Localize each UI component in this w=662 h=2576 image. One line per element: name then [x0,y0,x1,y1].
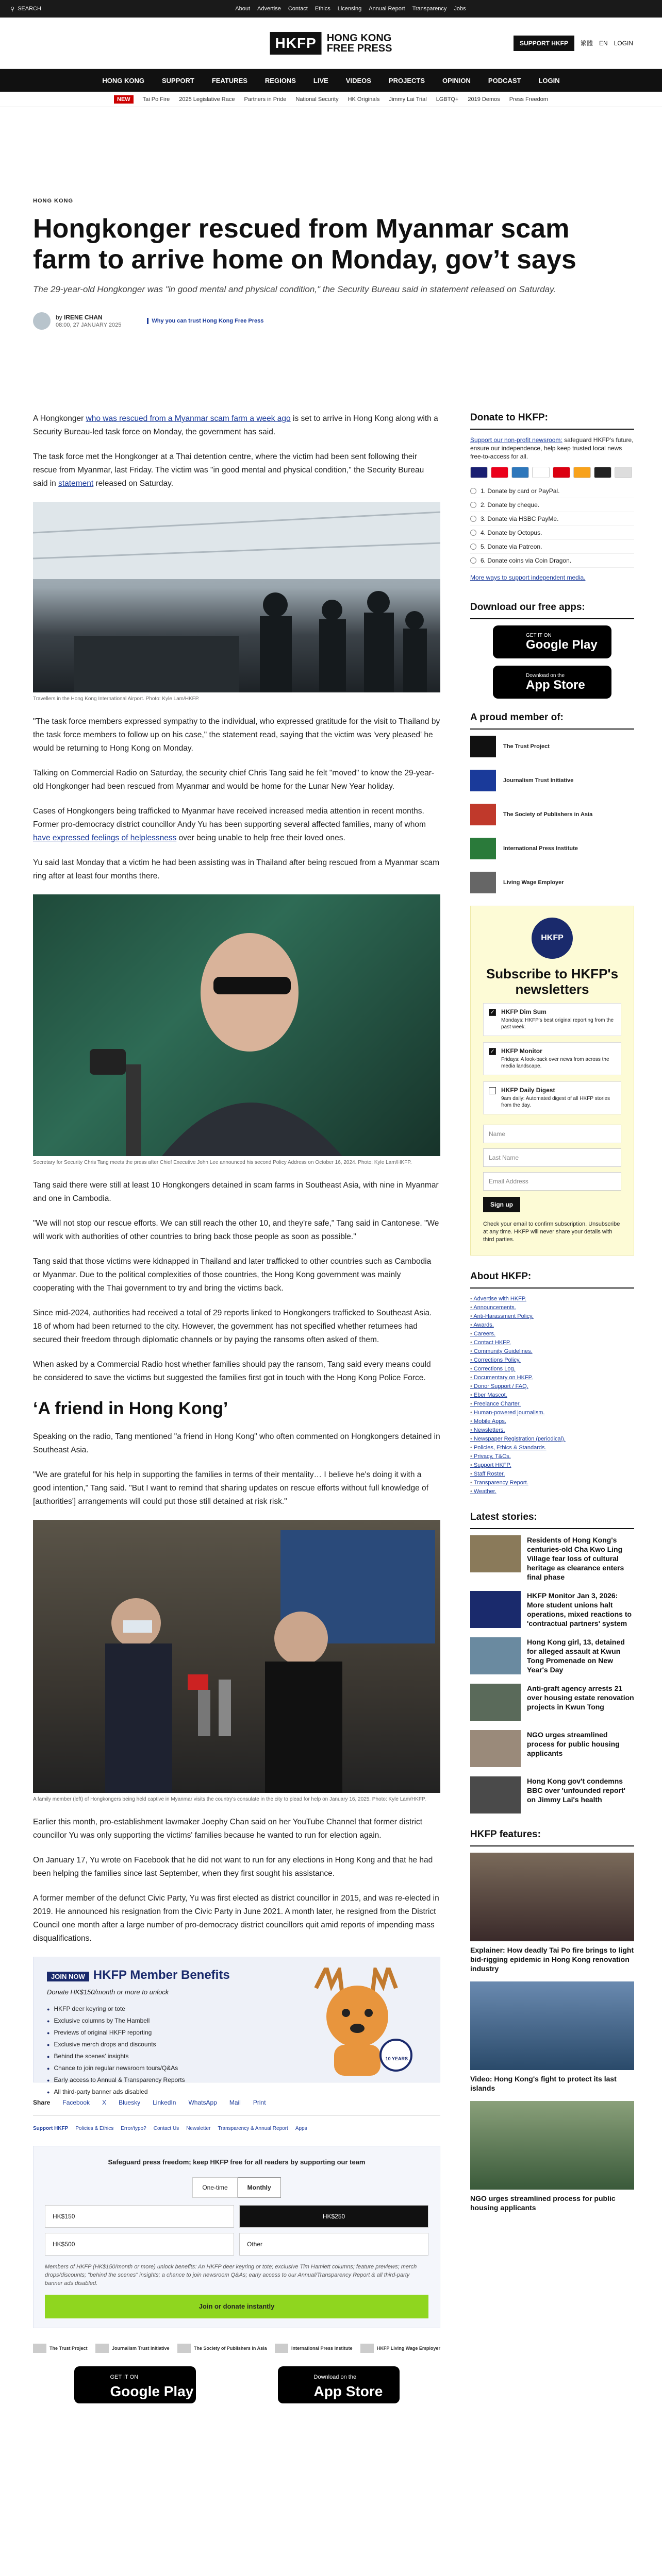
footer-link[interactable]: Newsletter [186,2126,211,2131]
donate-option[interactable]: 3. Donate via HSBC PayMe. [470,512,634,526]
trust-project-logo[interactable]: The Trust Project [33,2342,88,2355]
frequency-tabs [45,2177,428,2198]
donate-widget [33,2146,440,2328]
promo-title: HKFP Member Benefits [93,1968,230,1982]
latest-story[interactable]: Hong Kong girl, 13, detained for alleged assault at Kwun Tong Promenade on New Year's Day [470,1637,634,1674]
paragraph: When asked by a Commercial Radio host whether families should pay the ransom, Tang said every means could be considered to save the victims but suggested the families first got in touch with the Hong Kong Police Force. [33,1360,431,1382]
benefit-item: ● Exclusive columns by The Hambell [47,2015,426,2027]
feature-image [470,2101,634,2190]
benefit-item: ● Exclusive merch drops and discounts [47,2039,426,2050]
about-link[interactable]: • Announcements. [470,1303,634,1312]
inline-link[interactable]: who was rescued from a Myanmar scam farm a week ago [86,414,291,423]
story-thumbnail [470,1535,521,1572]
paragraph: A former member of the defunct Civic Party, Yu was first elected as district councillor in 2015, and was re-elected in 2019. He announced his resignation from the Civic Party in June 2021. A month later, he resigned from the District Council one month after a large number of pro-democracy district councillors quit amid reports of impending mass disqualifications. [33,1894,439,1943]
story-thumbnail [470,1637,521,1674]
about-link[interactable]: • Awards. [470,1321,634,1330]
benefit-item: ● HKFP deer keyring or tote [47,2003,426,2015]
latest-title: Latest stories: [470,1512,634,1529]
portrait-shapes [33,894,440,1156]
share-facebook[interactable]: Facebook [62,2099,90,2106]
support-button[interactable]: SUPPORT HKFP [514,36,574,51]
amount-option[interactable]: HK$150 [45,2205,234,2228]
paragraph: Talking on Commercial Radio on Saturday, the security chief Chris Tang said he felt "moved" to know the 29-year-old Hongkonger had been rescued from Myanmar and would be home for the Lunar New Year holiday. [33,769,435,791]
trust-link[interactable]: Why you can trust Hong Kong Free Press [147,318,263,324]
donate-option[interactable]: 2. Donate by cheque. [470,498,634,512]
tab-one-time[interactable]: One-time [192,2177,237,2198]
logo-text: HONG KONG FREE PRESS [326,32,392,54]
paypal-icon [532,467,550,478]
ten-years-badge: 10 YEARS [385,2056,408,2061]
top-link-licensing[interactable]: Licensing [337,6,362,12]
latest-story[interactable]: Hong Kong gov't condemns BBC over 'unfounded report' on Jimmy Lai's health [470,1776,634,1814]
paragraph: On January 17, Yu wrote on Facebook that he did not want to run for any elections in Hong Kong and that he had been helping the families since last September, when they first sought his assistance. [33,1856,433,1878]
trending-link[interactable]: 2019 Demos [468,96,500,103]
nav-hong-kong[interactable]: HONG KONG [102,76,144,84]
trending-link[interactable]: Tai Po Fire [142,96,170,103]
lang-en-link[interactable]: EN [599,39,608,47]
paragraph: Yu said last Monday that a victim he had been assisting was in Thailand after being rescued from a Myanmar scam ring after at least four months there. [33,858,440,880]
about-list [470,1295,634,1496]
paragraph: The task force met the Hongkonger at a Thai detention centre, where the victim had been sent following their rescue from Myanmar, last Friday. The victim was "in good mental and physical condition," the Security Bureau said in statement released on Saturday. [33,452,424,488]
top-link-ethics[interactable]: Ethics [315,6,330,12]
paragraph: "The task force members expressed sympathy to the individual, who expressed gratitude for the visit to Thailand by the task force members to follow up on his case," the statement read, saying that the victim was 'very pleased' he would be returning to Hong Kong on Monday. [33,717,440,753]
about-link[interactable]: • Support HKFP. [470,1461,634,1470]
benefit-item: ● All third-party banner ads disabled [47,2086,426,2098]
top-link-about[interactable]: About [235,6,250,12]
top-bar [0,0,662,18]
trust-logos-row [33,2342,440,2355]
paragraph: Earlier this month, pro-establishment lawmaker Joephy Chan said on her YouTube Channel that former district councillor Yu was only supporting the victims' families because he wanted to run for election again. [33,1818,423,1840]
feature-image [470,1853,634,1941]
benefit-item: ● Early access to Annual & Transparency Reports [47,2074,426,2086]
byline [33,312,629,330]
trending-bar [0,92,662,107]
article-body [33,412,440,2403]
section-heading: ‘A friend in Hong Kong’ [33,1399,228,1418]
app-store-badges [33,2366,440,2403]
app-store-badge[interactable]: Download on the App Store [493,666,611,699]
inline-link[interactable]: have expressed feelings of helplessness [33,834,177,842]
latest-story[interactable]: HKFP Monitor Jan 3, 2026: More student unions halt operations, mixed reactions to 'contractual partners' system [470,1591,634,1628]
benefit-item: ● Previews of original HKFP reporting [47,2027,426,2039]
email-field[interactable]: Email Address [483,1172,621,1191]
site-logo[interactable] [270,32,392,55]
join-now-badge: JOIN NOW [47,1972,89,1981]
donate-option[interactable]: 5. Donate via Patreon. [470,540,634,554]
member-logo[interactable]: Journalism Trust Initiative [470,770,634,791]
footer-link[interactable]: Support HKFP [33,2126,69,2131]
jti-logo[interactable]: Journalism Trust Initiative [95,2342,170,2355]
last-name-field[interactable]: Last Name [483,1148,621,1167]
latest-story[interactable]: Residents of Hong Kong's centuries-old Cha Kwo Ling Village fear loss of cultural heritage as clearance enters final phase [470,1535,634,1582]
feature-story[interactable]: Explainer: How deadly Tai Po fire brings to light bid-rigging epidemic in Hong Kong renovation industry [470,1853,634,1973]
latest-story[interactable]: Anti-graft agency arrests 21 over housing estate renovation projects in Kwun Tong [470,1684,634,1721]
airport-photo [33,502,440,692]
newsletter-option[interactable]: HKFP Daily Digest 9am daily: Automated digest of all HKFP stories from the day. [483,1081,621,1114]
octopus-icon [573,467,591,478]
about-link[interactable]: • Community Guidelines. [470,1347,634,1356]
paragraph: "We will not stop our rescue efforts. We can still reach the other 10, and they're safe," Tang said in Cantonese. "We will work with authorities of other countries to bring back those people as soon as possible." [33,1219,439,1241]
newsletter-option[interactable]: ✓ HKFP Monitor Fridays: A look-back over news from across the media landscape. [483,1042,621,1075]
features-title: HKFP features: [470,1829,634,1846]
about-link[interactable]: • Contact HKFP. [470,1338,634,1347]
sopa-logo[interactable]: The Society of Publishers in Asia [177,2342,267,2355]
more-ways-link[interactable]: More ways to support independent media. [470,574,586,581]
trending-link[interactable]: 2025 Legislative Race [179,96,235,103]
airport-silhouettes [33,502,440,692]
donate-option[interactable]: 6. Donate coins via Coin Dragon. [470,554,634,568]
article-footer-links [33,2122,440,2136]
google-play-badge[interactable]: GET IT ON Google Play [74,2366,196,2403]
story-thumbnail [470,1730,521,1767]
footer-link[interactable]: Apps [295,2126,307,2131]
press-shapes [33,1520,440,1793]
share-mail[interactable]: Mail [229,2099,241,2106]
apps-title: Download our free apps: [470,602,634,619]
share-bluesky[interactable]: Bluesky [119,2099,141,2106]
benefit-item: ● Chance to join regular newsroom tours/Q&As [47,2062,426,2074]
top-links [49,6,652,12]
feature-story[interactable]: NGO urges streamlined process for public housing applicants [470,2101,634,2212]
top-link-transparency[interactable]: Transparency [412,6,447,12]
about-link[interactable]: • Mobile Apps. [470,1417,634,1426]
footer-link[interactable]: Contact Us [153,2126,179,2131]
newsletter-note: Check your email to confirm subscription. Unsubscribe at any time. HKFP will never share your details with third parties. [483,1221,620,1243]
nav-videos[interactable]: VIDEOS [345,76,371,84]
share-print[interactable]: Print [253,2099,266,2106]
newsletter-logo: HKFP [532,918,573,959]
nav-features[interactable]: FEATURES [211,76,247,84]
trending-link[interactable]: Jimmy Lai Trial [389,96,427,103]
top-link-annual-report[interactable]: Annual Report [369,6,405,12]
member-logo[interactable]: The Trust Project [470,736,634,757]
paragraph: Speaking on the radio, Tang mentioned "a friend in Hong Kong" who often commented on Hongkongers detained in Southeast Asia. [33,1432,440,1454]
nav-projects[interactable]: PROJECTS [388,76,425,84]
trending-link[interactable]: Press Freedom [509,96,548,103]
photo-caption: A family member (left) of Hongkongers being held captive in Myanmar visits the country's consulate in the city to plead for help on January 16, 2025. Photo: Kyle Lam/HKFP. [33,1797,426,1802]
ipi-logo[interactable]: International Press Institute [275,2342,353,2355]
newsletter-option[interactable]: ✓ HKFP Dim Sum Mondays: HKFP's best original reporting from the past week. [483,1003,621,1036]
member-title: A proud member of: [470,712,634,730]
about-link[interactable]: • Transparency Report. [470,1479,634,1487]
amex-icon [511,467,529,478]
bank-icon [615,467,632,478]
trending-link[interactable]: LGBTQ+ [436,96,459,103]
search-link[interactable]: SEARCH [18,6,41,12]
article-category[interactable]: HONG KONG [33,198,74,204]
story-thumbnail [470,1776,521,1814]
about-link[interactable]: • Anti-Harassment Policy. [470,1312,634,1321]
about-link[interactable]: • Weather. [470,1487,634,1496]
benefit-item: ● Behind the scenes' insights [47,2050,426,2062]
new-badge: NEW [114,95,134,104]
member-logo[interactable]: International Press Institute [470,838,634,859]
trending-link[interactable]: HK Originals [347,96,380,103]
about-title: About HKFP: [470,1271,634,1289]
footer-link[interactable]: Policies & Ethics [75,2126,114,2131]
amount-options [45,2205,428,2256]
about-link[interactable]: • Advertise with HKFP. [470,1295,634,1303]
author-name[interactable]: IRENE CHAN [64,314,103,321]
amount-option[interactable]: HK$500 [45,2233,234,2256]
nav-live[interactable]: LIVE [313,76,328,84]
donate-option[interactable]: 1. Donate by card or PayPal. [470,484,634,498]
latest-story[interactable]: NGO urges streamlined process for public housing applicants [470,1730,634,1767]
nav-login[interactable]: LOGIN [538,76,560,84]
first-name-field[interactable]: Name [483,1125,621,1143]
join-donate-button[interactable]: Join or donate instantly [45,2295,428,2318]
payment-icons [470,467,634,478]
inline-link[interactable]: statement [58,479,94,488]
share-bar [33,2096,440,2116]
nav-podcast[interactable]: PODCAST [488,76,521,84]
trending-link[interactable]: Partners in Pride [244,96,287,103]
patreon-icon [594,467,611,478]
share-x[interactable]: X [102,2099,107,2106]
app-store-badge[interactable]: Download on the App Store [278,2366,400,2403]
about-link[interactable]: • Donor Support / FAQ. [470,1382,634,1391]
donate-sidebar-title: Donate to HKFP: [470,412,634,430]
amount-other[interactable]: Other [239,2233,428,2256]
feature-image [470,1981,634,2070]
top-link-jobs[interactable]: Jobs [454,6,466,12]
nav-opinion[interactable]: OPINION [442,76,471,84]
signup-button[interactable]: Sign up [483,1197,520,1212]
about-link[interactable]: • Human-powered journalism. [470,1409,634,1417]
paragraph: Since mid-2024, authorities had received a total of 29 reports linked to Hongkongers trafficked to Southeast Asia. 18 of whom had been returned to the city. However, the government has not specified whether returnees had secured their freedom through diplomatic channels or by paying the ransoms often asked of them. [33,1309,432,1344]
article-title: Hongkonger rescued from Myanmar scam farm to arrive home on Monday, gov’t says [33,214,576,275]
donate-headline: Safeguard press freedom; keep HKFP free for all readers by supporting our team [108,2158,366,2166]
feature-story[interactable]: Video: Hong Kong's fight to protect its last islands [470,1981,634,2093]
share-whatsapp[interactable]: WhatsApp [188,2099,217,2106]
newsletter-title: Subscribe to HKFP's newsletters [486,966,619,997]
paragraph: A Hongkonger who was rescued from a Myanmar scam farm a week ago is set to arrive in Hong Kong along with a Security Bureau-led task force on Monday, the government has said. [33,414,438,436]
about-link[interactable]: • Corrections Log. [470,1365,634,1374]
site-header [0,18,662,69]
main-nav [0,69,662,92]
member-benefits-promo[interactable] [33,1957,440,2095]
nav-support[interactable]: SUPPORT [161,76,194,84]
byline-prefix: by [56,314,62,321]
photo-caption: Travellers in the Hong Kong International Airport. Photo: Kyle Lam/HKFP. [33,696,200,702]
publish-date: 08:00, 27 JANUARY 2025 [56,322,122,328]
paragraph: "We are grateful for his help in supporting the families in terms of their mentality… I believe he's doing it with a good intention," Tang said. "But I want to remind that sharing updates on rescue efforts without full knowledge of [authorities'] arrangements will could put those still detained at risk risk." [33,1470,428,1506]
amount-option-selected[interactable]: HK$250 [239,2205,428,2228]
member-logo[interactable]: The Society of Publishers in Asia [470,804,634,825]
search-icon[interactable]: ⚲ [10,6,15,12]
about-link[interactable]: • Newsletters. [470,1426,634,1435]
logo-box: HKFP [270,32,322,55]
payme-icon [553,467,570,478]
share-label: Share [33,2099,51,2106]
share-linkedin[interactable]: LinkedIn [153,2099,176,2106]
member-logo[interactable]: Living Wage Employer [470,872,634,893]
sidebar: Donate to HKFP: Support our non-profit newsroom: safeguard HKFP's future, ensure our independence, help keep trusted local news free-to-access for all. 1. Donate by card or PayPal. 2. Donate by cheque. 3. Donate via HSBC PayMe. 4. Donate by Octopus. 5. Donate via Patreon. 6. Donate coins via Coin Dragon. More ways to support independent media. Download our free apps: GET IT ON Google Play Download on the App Store A proud member of: The Trust Project Journalism Trust Initiative The Society of Publishers in Asia International Press Institute Living Wage Employer HKFP Subscribe to HKFP's newsletters ✓ HKFP Dim Sum Mondays: HKFP's best original reporting from the past week. ✓ HKFP Monitor Fridays: A look-back over news from across the media landscape. HKFP Daily Digest 9am daily: Automated digest of all HKFP stories from the day. Name Last Name Email Address Sign up Check your email to confirm subscription. Unsubscribe at any time. HKFP will never share your details with third parties. About HKFP: • Advertise with HKFP. • Announcements. • Anti-Harassment Policy. • Awards. • Careers. • Contact HKFP. • Community Guidelines. • Corrections Policy. • Corrections Log. • Documentary on HKFP. • Donor Support / FAQ. • Eber Mascot. • Freelance Charter. • Human-powered journalism. • Mobile Apps. • Newsletters. • Newspaper Registration (periodical). • Policies, Ethics & Standards. • Privacy, T&Cs. • Support HKFP. • Staff Roster. • Transparency Report. • Weather. Latest stories: Residents of Hong Kong's centuries-old Cha Kwo Ling Village fear loss of cultural heritage as clearance enters final phase HKFP Monitor Jan 3, 2026: More student unions halt operations, mixed reactions to 'contractual partners' system Hong Kong girl, 13, detained for alleged assault at Kwun Tong Promenade on New Year's Day Anti-graft agency arrests 21 over housing estate renovation projects in Kwun Tong NGO urges streamlined process for public housing applicants Hong Kong gov't condemns BBC over 'unfounded report' on Jimmy Lai's health HKFP features: Explainer: How deadly Tai Po fire brings to light bid-rigging epidemic in Hong Kong renovation industry Video: Hong Kong's fight to protect its last islands NGO urges streamlined process for public housing applicants [470,412,634,2221]
author-avatar [33,312,51,330]
about-link[interactable]: • Newspaper Registration (periodical). [470,1435,634,1444]
newsletter-box [470,906,634,1256]
chris-tang-photo [33,894,440,1156]
paragraph: Cases of Hongkongers being trafficked to Myanmar have received increased media attention in recent months. Former pro-democracy district councillor Andy Yu has been supporting several affected families, many of whom have expressed feelings of helplessness over being unable to help free their loved ones. [33,807,426,842]
top-link-contact[interactable]: Contact [288,6,308,12]
story-thumbnail [470,1684,521,1721]
about-link[interactable]: • Freelance Charter. [470,1400,634,1409]
story-thumbnail [470,1591,521,1628]
visa-icon [470,467,488,478]
about-link[interactable]: • Careers. [470,1330,634,1338]
lang-zh-link[interactable]: 繁體 [580,40,593,47]
members-note: Members of HKFP (HK$150/month or more) unlock benefits: An HKFP deer keyring or tote; exclusive Tim Hamlett columns; feature previews; merch drops/discounts; "behind the scenes" insights; a chance to join newsroom Q&As; early access to our Annual/Transparency Report & all third-party banner ads disabled. [45,2264,417,2286]
donate-option[interactable]: 4. Donate by Octopus. [470,526,634,540]
trending-link[interactable]: National Security [295,96,339,103]
support-newsroom-link[interactable]: Support our non-profit newsroom: [470,436,562,444]
about-link[interactable]: • Corrections Policy. [470,1356,634,1365]
mastercard-icon [491,467,508,478]
press-photo [33,1520,440,1793]
article-subtitle: The 29-year-old Hongkonger was "in good mental and physical condition," the Security Bureau said in statement released on Saturday. [33,284,556,294]
about-link[interactable]: • Eber Mascot. [470,1391,634,1400]
paragraph: Tang said there were still at least 10 Hongkongers detained in scam farms in Southeast Asia, with nine in Myanmar and one in Cambodia. [33,1181,439,1203]
tab-monthly[interactable]: Monthly [238,2177,281,2198]
about-link[interactable]: • Staff Roster. [470,1470,634,1479]
top-link-advertise[interactable]: Advertise [257,6,281,12]
login-link[interactable]: LOGIN [614,39,633,47]
nav-regions[interactable]: REGIONS [264,76,296,84]
living-wage-logo[interactable]: HKFP Living Wage Employer [360,2342,440,2355]
paragraph: Tang said that those victims were kidnapped in Thailand and later trafficked to other countries such as Cambodia or Myanmar. Due to the political complexities of those countries, the Hong Kong government was mainly cooperating with the Thai government to try and bring the victims back. [33,1257,432,1293]
google-play-badge[interactable]: GET IT ON Google Play [493,625,611,658]
photo-caption: Secretary for Security Chris Tang meets the press after Chief Executive John Lee announced his second Policy Address on October 16, 2024. Photo: Kyle Lam/HKFP. [33,1160,412,1165]
footer-link[interactable]: Transparency & Annual Report [218,2126,288,2131]
header-right [514,36,633,51]
about-link[interactable]: • Documentary on HKFP. [470,1374,634,1382]
about-link[interactable]: • Privacy, T&Cs. [470,1452,634,1461]
footer-link[interactable]: Error/typo? [121,2126,146,2131]
about-link[interactable]: • Policies, Ethics & Standards. [470,1444,634,1452]
promo-subtitle: Donate HK$150/month or more to unlock [47,1988,169,1996]
